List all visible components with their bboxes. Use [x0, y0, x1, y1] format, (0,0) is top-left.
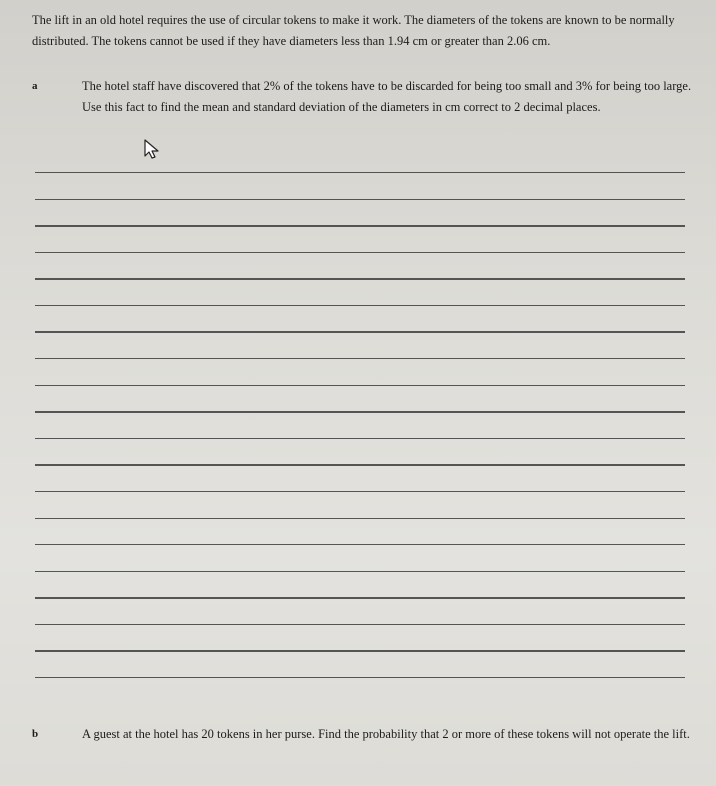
answer-line[interactable]	[35, 518, 685, 519]
answer-line[interactable]	[35, 385, 685, 386]
answer-line[interactable]	[35, 650, 685, 651]
part-b	[32, 724, 697, 745]
answer-line[interactable]	[35, 571, 685, 572]
part-b-text: A guest at the hotel has 20 tokens in her purse. Find the probability that 2 or more of these tokens will not operate the lift.	[82, 727, 690, 741]
answer-line[interactable]	[35, 464, 685, 465]
part-a-text: The hotel staff have discovered that 2% of the tokens have to be discarded for being too small and 3% for being too large. Use this fact to find the mean and standard deviation of the diameters in cm correct to 2 decimal places.	[82, 79, 692, 114]
answer-line[interactable]	[35, 278, 685, 279]
answer-line[interactable]	[35, 597, 685, 598]
answer-line[interactable]	[35, 411, 685, 412]
answer-line[interactable]	[35, 305, 685, 306]
answer-line[interactable]	[35, 172, 685, 173]
part-a	[32, 76, 697, 118]
answer-line[interactable]	[35, 544, 685, 545]
answer-line[interactable]	[35, 624, 685, 625]
question-intro: The lift in an old hotel requires the use of circular tokens to make it work. The diameters of the tokens are known to be normally distributed. The tokens cannot be used if they have diameters less than 1.94 cm or greater than 2.06 cm.	[32, 13, 675, 48]
part-b-label: b	[32, 728, 39, 740]
answer-line[interactable]	[35, 225, 685, 226]
mouse-pointer-icon	[143, 138, 161, 160]
answer-line[interactable]	[35, 331, 685, 332]
answer-line[interactable]	[35, 438, 685, 439]
part-a-label: a	[32, 80, 38, 92]
answer-line[interactable]	[35, 199, 685, 200]
answer-lines[interactable]	[35, 172, 685, 704]
answer-line[interactable]	[35, 677, 685, 678]
answer-line[interactable]	[35, 252, 685, 253]
answer-line[interactable]	[35, 491, 685, 492]
answer-line[interactable]	[35, 358, 685, 359]
